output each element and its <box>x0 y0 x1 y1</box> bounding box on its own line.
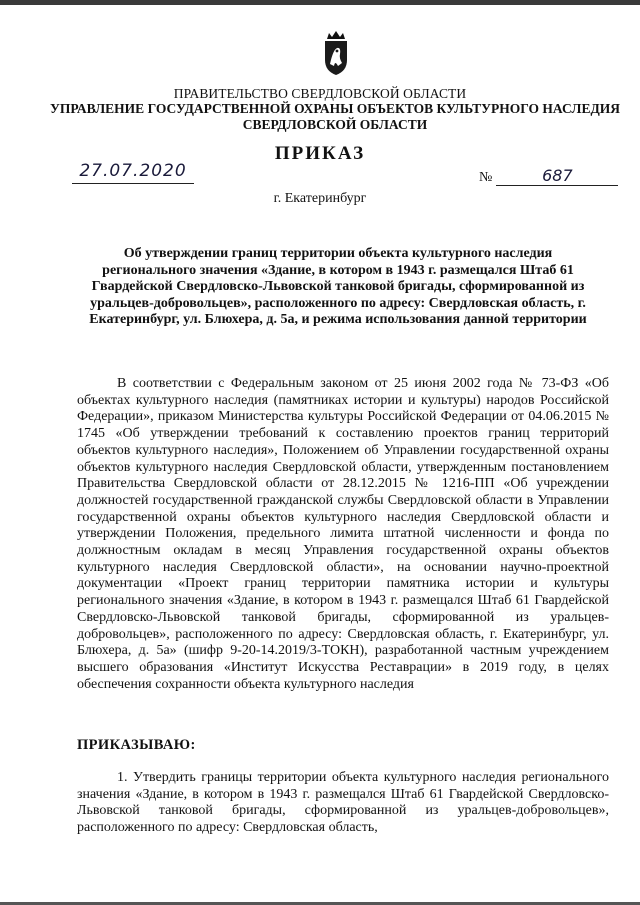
order-date: 27.07.2020 <box>72 161 194 184</box>
number-value: 687 <box>496 166 618 186</box>
document-type: ПРИКАЗ <box>274 143 366 164</box>
preamble <box>77 376 609 693</box>
scan-top-edge <box>0 0 640 5</box>
department-name: УПРАВЛЕНИЕ ГОСУДАРСТВЕННОЙ ОХРАНЫ ОБЪЕКТОВ КУЛЬТУРНОГО НАСЛЕДИЯ СВЕРДЛОВСКОЙ ОБЛАСТИ <box>49 101 621 132</box>
order-number <box>479 166 618 186</box>
document-title: Об утверждении границ территории объекта культурного наследия регионального значения «Здание, в котором в 1943 г. размещался Штаб 61 Гвардейской Свердловско-Львовской танковой бригады, сформированной из уральцев-добровольцев», расположенного по адресу: Свердловская область, г. Екатеринбург, ул. Блюхера, д. 5а, и режима использования данной территории <box>89 246 587 328</box>
coat-of-arms-icon <box>322 30 350 76</box>
preamble-paragraph: В соответствии с Федеральным законом от 25 июня 2002 года № 73-ФЗ «Об объектах культурного наследия (памятниках истории и культуры) народов Российской Федерации», приказом Министерства культуры Российской Федерации от 04.06.2015 № 1745 «Об утверждении требований к составлению проектов границ территорий объектов культурного наследия», Положением об Управлении государственной охраны объектов культурного наследия Свердловской области, утвержденным постановлением Правительства Свердловской области от 28.12.2015 № 1216-ПП «Об учреждении должностей государственной гражданской службы Свердловской области в Управлении государственной охраны объектов культурного наследия Свердловской области и утверждении Положения, предельного лимита штатной численности и фонда по должностным окладам в месяц Управления государственной охраны объектов культурного наследия Свердловской области», на основании научно-проектной документации «Проект границ территории памятника истории и культуры регионального значения «Здание, в котором в 1943 г. размещался Штаб 61 Гвардейской Свердловско-Львовской танковой бригады, сформированной из уральцев-добровольцев», расположенного по адресу: Свердловская область, г. Екатеринбург, ул. Блюхера, д. 5а» (шифр 9-20-14.2019/3-ТОКН), разработанной частным учреждением высшего образования «Институт Искусства Реставрации» в 2019 году, в целях обеспечения сохранности объекта культурного наследия <box>77 376 609 692</box>
city: г. Екатеринбург <box>273 191 367 206</box>
number-label: № <box>479 170 493 185</box>
government-name: ПРАВИТЕЛЬСТВО СВЕРДЛОВСКОЙ ОБЛАСТИ <box>173 86 467 101</box>
order-point-1 <box>77 770 609 837</box>
decree-word: ПРИКАЗЫВАЮ: <box>77 737 196 753</box>
point-1-text: 1. Утвердить границы территории объекта культурного наследия регионального значения «Здание, в котором в 1943 г. размещался Штаб 61 Гвардейской Свердловско-Львовской танковой бригады, сформированной из уральцев-добровольцев», расположенного по адресу: Свердловская область, <box>77 770 609 836</box>
